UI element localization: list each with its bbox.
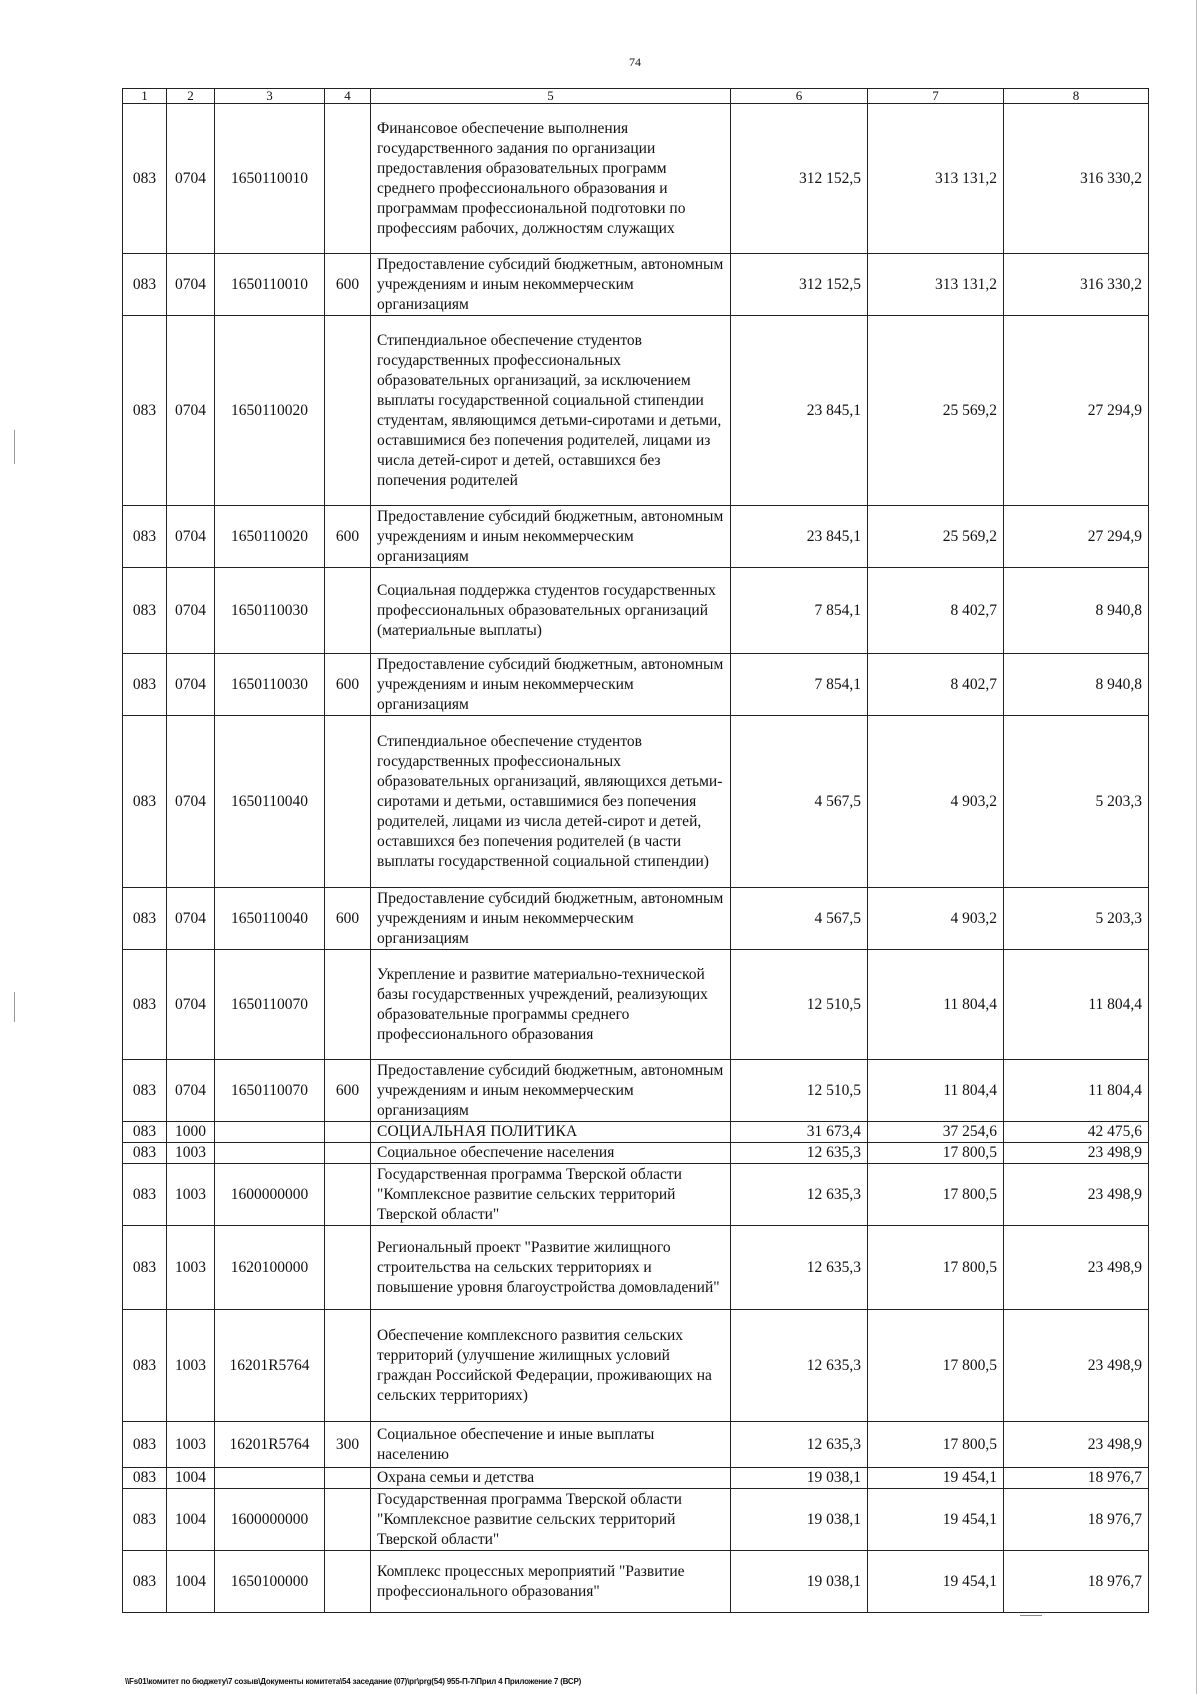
target-article-cell: 16201R5764: [215, 1422, 325, 1468]
amount-year-3-cell: 8 940,8: [1004, 568, 1149, 654]
expense-type-cell: 600: [325, 888, 371, 950]
agency-code-cell: 083: [123, 1489, 167, 1551]
agency-code-cell: 083: [123, 316, 167, 506]
description-cell: Охрана семьи и детства: [371, 1468, 731, 1489]
scan-mark-bottom: [1020, 1615, 1042, 1616]
amount-year-1-cell: 4 567,5: [731, 716, 868, 888]
agency-code-cell: 083: [123, 888, 167, 950]
amount-year-1-cell: 12 510,5: [731, 950, 868, 1060]
expense-type-cell: [325, 716, 371, 888]
expense-type-cell: 600: [325, 654, 371, 716]
amount-year-3-cell: 27 294,9: [1004, 316, 1149, 506]
amount-year-1-cell: 312 152,5: [731, 254, 868, 316]
amount-year-1-cell: 23 845,1: [731, 316, 868, 506]
table-row: [123, 1310, 1149, 1422]
description-cell: Предоставление субсидий бюджетным, автономным учреждениям и иным некоммерческим организациям: [371, 888, 731, 950]
description-cell: Предоставление субсидий бюджетным, автономным учреждениям и иным некоммерческим организациям: [371, 654, 731, 716]
section-code-cell: 0704: [167, 316, 215, 506]
amount-year-2-cell: 17 800,5: [868, 1422, 1004, 1468]
amount-year-3-cell: 5 203,3: [1004, 888, 1149, 950]
table-row: [123, 1164, 1149, 1226]
target-article-cell: 1600000000: [215, 1164, 325, 1226]
amount-year-3-cell: 23 498,9: [1004, 1310, 1149, 1422]
target-article-cell: [215, 1143, 325, 1164]
description-cell: Финансовое обеспечение выполнения государственного задания по организации предоставления образовательных программ среднего профессионального образования и программам профессиональной подготовки по профессиям рабочих, должностям служащих: [371, 104, 731, 254]
header-col-1: 1: [123, 89, 167, 104]
amount-year-2-cell: 8 402,7: [868, 654, 1004, 716]
header-col-8: 8: [1004, 89, 1149, 104]
expense-type-cell: [325, 316, 371, 506]
description-cell: Региональный проект "Развитие жилищного строительства на сельских территориях и повышение уровня благоустройства домовладений": [371, 1226, 731, 1310]
scan-mark-right: [1196, 0, 1197, 1694]
section-code-cell: 1000: [167, 1122, 215, 1143]
header-col-2: 2: [167, 89, 215, 104]
amount-year-1-cell: 12 635,3: [731, 1422, 868, 1468]
table-row: [123, 1060, 1149, 1122]
agency-code-cell: 083: [123, 1164, 167, 1226]
amount-year-2-cell: 4 903,2: [868, 716, 1004, 888]
amount-year-2-cell: 19 454,1: [868, 1489, 1004, 1551]
amount-year-1-cell: 12 635,3: [731, 1310, 868, 1422]
amount-year-2-cell: 17 800,5: [868, 1310, 1004, 1422]
table-row: [123, 1468, 1149, 1489]
section-code-cell: 0704: [167, 568, 215, 654]
target-article-cell: [215, 1122, 325, 1143]
amount-year-3-cell: 27 294,9: [1004, 506, 1149, 568]
header-row: [123, 89, 1149, 104]
section-code-cell: 1004: [167, 1468, 215, 1489]
target-article-cell: 1650110030: [215, 568, 325, 654]
agency-code-cell: 083: [123, 1310, 167, 1422]
target-article-cell: 1650110020: [215, 506, 325, 568]
amount-year-1-cell: 23 845,1: [731, 506, 868, 568]
agency-code-cell: 083: [123, 716, 167, 888]
amount-year-3-cell: 11 804,4: [1004, 950, 1149, 1060]
expense-type-cell: 300: [325, 1422, 371, 1468]
section-code-cell: 0704: [167, 104, 215, 254]
amount-year-3-cell: 42 475,6: [1004, 1122, 1149, 1143]
target-article-cell: 1600000000: [215, 1489, 325, 1551]
description-cell: Укрепление и развитие материально-технической базы государственных учреждений, реализующих образовательные программы среднего профессионального образования: [371, 950, 731, 1060]
header-col-4: 4: [325, 89, 371, 104]
amount-year-3-cell: 23 498,9: [1004, 1422, 1149, 1468]
agency-code-cell: 083: [123, 1551, 167, 1613]
agency-code-cell: 083: [123, 1122, 167, 1143]
amount-year-1-cell: 12 510,5: [731, 1060, 868, 1122]
table-row: [123, 950, 1149, 1060]
expense-type-cell: [325, 950, 371, 1060]
amount-year-3-cell: 316 330,2: [1004, 254, 1149, 316]
amount-year-2-cell: 8 402,7: [868, 568, 1004, 654]
section-code-cell: 0704: [167, 654, 215, 716]
amount-year-2-cell: 313 131,2: [868, 104, 1004, 254]
amount-year-1-cell: 19 038,1: [731, 1551, 868, 1613]
expense-type-cell: [325, 1551, 371, 1613]
table-row: [123, 1226, 1149, 1310]
description-cell: Предоставление субсидий бюджетным, автономным учреждениям и иным некоммерческим организациям: [371, 254, 731, 316]
description-cell: Стипендиальное обеспечение студентов государственных профессиональных образовательных организаций, являющихся детьми-сиротами и детьми, оставшимися без попечения родителей, лицами из числа детей-сирот и детей, оставшихся без попечения родителей (в части выплаты государственной социальной стипендии): [371, 716, 731, 888]
expense-type-cell: [325, 1468, 371, 1489]
table-row: [123, 316, 1149, 506]
page-number: 74: [629, 55, 641, 69]
section-code-cell: 0704: [167, 950, 215, 1060]
table-row: [123, 568, 1149, 654]
description-cell: Обеспечение комплексного развития сельских территорий (улучшение жилищных условий граждан Российской Федерации, проживающих на сельских территориях): [371, 1310, 731, 1422]
description-cell: Комплекс процессных мероприятий "Развитие профессионального образования": [371, 1551, 731, 1613]
table-row: [123, 654, 1149, 716]
agency-code-cell: 083: [123, 254, 167, 316]
section-code-cell: 0704: [167, 506, 215, 568]
amount-year-3-cell: 18 976,7: [1004, 1489, 1149, 1551]
amount-year-1-cell: 19 038,1: [731, 1489, 868, 1551]
target-article-cell: 1620100000: [215, 1226, 325, 1310]
section-code-cell: 1003: [167, 1226, 215, 1310]
agency-code-cell: 083: [123, 1143, 167, 1164]
amount-year-2-cell: 25 569,2: [868, 506, 1004, 568]
agency-code-cell: 083: [123, 1422, 167, 1468]
section-code-cell: 1003: [167, 1164, 215, 1226]
amount-year-3-cell: 11 804,4: [1004, 1060, 1149, 1122]
agency-code-cell: 083: [123, 104, 167, 254]
description-cell: Социальная поддержка студентов государственных профессиональных образовательных организаций (материальные выплаты): [371, 568, 731, 654]
target-article-cell: 1650110040: [215, 888, 325, 950]
header-col-5: 5: [371, 89, 731, 104]
table-row: [123, 506, 1149, 568]
amount-year-3-cell: 23 498,9: [1004, 1143, 1149, 1164]
expense-type-cell: 600: [325, 254, 371, 316]
expense-type-cell: [325, 1164, 371, 1226]
expense-type-cell: [325, 1226, 371, 1310]
amount-year-2-cell: 17 800,5: [868, 1226, 1004, 1310]
description-cell: Социальное обеспечение населения: [371, 1143, 731, 1164]
expense-type-cell: [325, 568, 371, 654]
amount-year-2-cell: 11 804,4: [868, 950, 1004, 1060]
amount-year-1-cell: 7 854,1: [731, 654, 868, 716]
amount-year-2-cell: 17 800,5: [868, 1143, 1004, 1164]
description-cell: Предоставление субсидий бюджетным, автономным учреждениям и иным некоммерческим организациям: [371, 1060, 731, 1122]
amount-year-1-cell: 12 635,3: [731, 1164, 868, 1226]
target-article-cell: 1650110040: [215, 716, 325, 888]
agency-code-cell: 083: [123, 1060, 167, 1122]
section-code-cell: 0704: [167, 1060, 215, 1122]
description-cell: Государственная программа Тверской области "Комплексное развитие сельских территорий Тверской области": [371, 1164, 731, 1226]
amount-year-2-cell: 25 569,2: [868, 316, 1004, 506]
table-row: [123, 104, 1149, 254]
description-cell: Социальное обеспечение и иные выплаты населению: [371, 1422, 731, 1468]
table-body: [123, 104, 1149, 1613]
target-article-cell: [215, 1468, 325, 1489]
amount-year-1-cell: 7 854,1: [731, 568, 868, 654]
header-col-6: 6: [731, 89, 868, 104]
table-row: [123, 1122, 1149, 1143]
section-code-cell: 0704: [167, 716, 215, 888]
footer-file-path: \\Fs01\комитет по бюджету\7 созыв\Документы комитета\54 заседание (07)\рг\prg(54) 955-П-7\Прил 4 Приложение 7 (ВСР): [125, 1677, 582, 1686]
amount-year-2-cell: 11 804,4: [868, 1060, 1004, 1122]
description-cell: СОЦИАЛЬНАЯ ПОЛИТИКА: [371, 1122, 731, 1143]
target-article-cell: 1650110070: [215, 1060, 325, 1122]
amount-year-3-cell: 23 498,9: [1004, 1226, 1149, 1310]
header-col-3: 3: [215, 89, 325, 104]
amount-year-2-cell: 313 131,2: [868, 254, 1004, 316]
description-cell: Предоставление субсидий бюджетным, автономным учреждениям и иным некоммерческим организациям: [371, 506, 731, 568]
budget-table: [122, 88, 1149, 1613]
scan-mark-left-1: [14, 430, 15, 464]
amount-year-1-cell: 31 673,4: [731, 1122, 868, 1143]
table-row: [123, 1551, 1149, 1613]
target-article-cell: 16201R5764: [215, 1310, 325, 1422]
agency-code-cell: 083: [123, 568, 167, 654]
description-cell: Стипендиальное обеспечение студентов государственных профессиональных образовательных организаций, за исключением выплаты государственной социальной стипендии студентам, являющимся детьми-сиротами и детьми, оставшимися без попечения родителей, лицами из числа детей-сирот и детей, оставшихся без попечения родителей: [371, 316, 731, 506]
expense-type-cell: [325, 1122, 371, 1143]
amount-year-2-cell: 37 254,6: [868, 1122, 1004, 1143]
table-row: [123, 254, 1149, 316]
table-row: [123, 1489, 1149, 1551]
amount-year-2-cell: 17 800,5: [868, 1164, 1004, 1226]
agency-code-cell: 083: [123, 1468, 167, 1489]
target-article-cell: 1650100000: [215, 1551, 325, 1613]
target-article-cell: 1650110070: [215, 950, 325, 1060]
agency-code-cell: 083: [123, 506, 167, 568]
table-row: [123, 716, 1149, 888]
section-code-cell: 1003: [167, 1422, 215, 1468]
amount-year-2-cell: 4 903,2: [868, 888, 1004, 950]
scan-mark-left-2: [14, 992, 15, 1022]
table-row: [123, 1143, 1149, 1164]
amount-year-3-cell: 5 203,3: [1004, 716, 1149, 888]
expense-type-cell: [325, 1310, 371, 1422]
target-article-cell: 1650110020: [215, 316, 325, 506]
description-cell: Государственная программа Тверской области "Комплексное развитие сельских территорий Тверской области": [371, 1489, 731, 1551]
amount-year-1-cell: 312 152,5: [731, 104, 868, 254]
amount-year-1-cell: 12 635,3: [731, 1143, 868, 1164]
target-article-cell: 1650110030: [215, 654, 325, 716]
table-row: [123, 888, 1149, 950]
target-article-cell: 1650110010: [215, 104, 325, 254]
section-code-cell: 1004: [167, 1489, 215, 1551]
expense-type-cell: 600: [325, 1060, 371, 1122]
amount-year-1-cell: 19 038,1: [731, 1468, 868, 1489]
amount-year-1-cell: 12 635,3: [731, 1226, 868, 1310]
amount-year-3-cell: 18 976,7: [1004, 1468, 1149, 1489]
table-row: [123, 1422, 1149, 1468]
section-code-cell: 0704: [167, 254, 215, 316]
amount-year-3-cell: 23 498,9: [1004, 1164, 1149, 1226]
amount-year-3-cell: 316 330,2: [1004, 104, 1149, 254]
section-code-cell: 0704: [167, 888, 215, 950]
amount-year-3-cell: 8 940,8: [1004, 654, 1149, 716]
target-article-cell: 1650110010: [215, 254, 325, 316]
expense-type-cell: [325, 104, 371, 254]
amount-year-2-cell: 19 454,1: [868, 1468, 1004, 1489]
amount-year-2-cell: 19 454,1: [868, 1551, 1004, 1613]
header-col-7: 7: [868, 89, 1004, 104]
section-code-cell: 1004: [167, 1551, 215, 1613]
section-code-cell: 1003: [167, 1310, 215, 1422]
expense-type-cell: [325, 1143, 371, 1164]
agency-code-cell: 083: [123, 950, 167, 1060]
expense-type-cell: [325, 1489, 371, 1551]
section-code-cell: 1003: [167, 1143, 215, 1164]
agency-code-cell: 083: [123, 654, 167, 716]
amount-year-3-cell: 18 976,7: [1004, 1551, 1149, 1613]
expense-type-cell: 600: [325, 506, 371, 568]
amount-year-1-cell: 4 567,5: [731, 888, 868, 950]
agency-code-cell: 083: [123, 1226, 167, 1310]
